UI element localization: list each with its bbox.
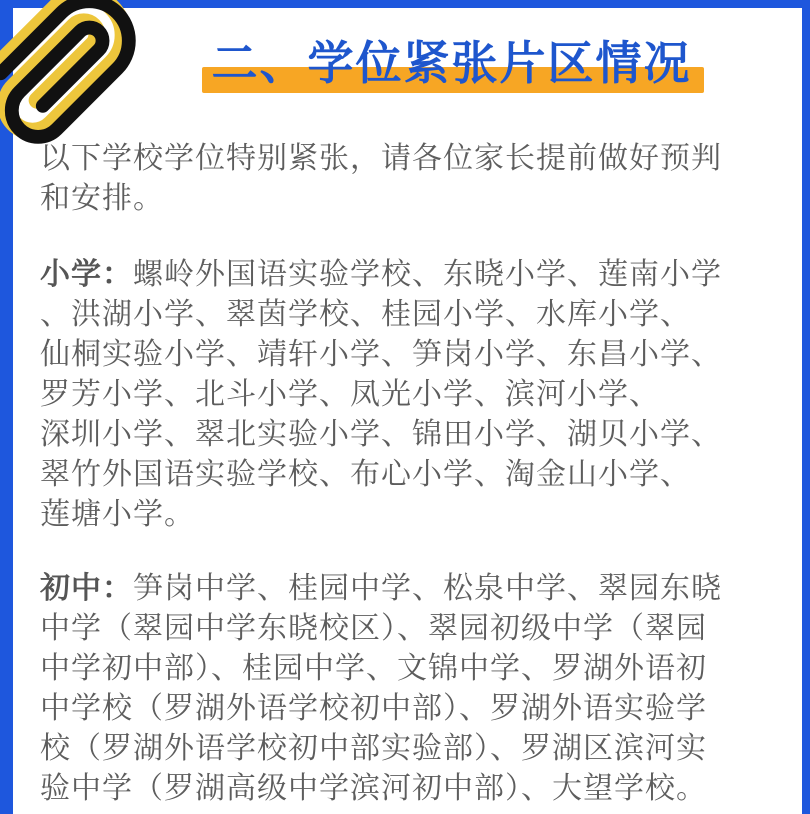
section-title — [212, 38, 692, 89]
primary-line — [40, 255, 790, 295]
primary-line: 罗芳小学、北斗小学、凤光小学、滨河小学、 — [40, 376, 660, 412]
junior-line: 中学校（罗湖外语学校初中部）、罗湖外语实验学 — [40, 690, 707, 726]
primary-line: 莲塘小学。 — [40, 496, 195, 532]
primary-line: 翠竹外国语实验学校、布心小学、淘金山小学、 — [40, 456, 691, 492]
intro-line: 和安排。 — [40, 180, 164, 216]
intro-line: 以下学校学位特别紧张，请各位家长提前做好预判 — [40, 140, 722, 176]
primary-schools-paragraph — [40, 255, 790, 535]
junior-line: 中学初中部）、桂园中学、文锦中学、罗湖外语初 — [40, 650, 707, 686]
junior-schools-paragraph — [40, 569, 790, 809]
junior-line: 校（罗湖外语学校初中部实验部）、罗湖区滨河实 — [40, 730, 707, 766]
intro-paragraph — [40, 139, 790, 219]
body-text — [13, 139, 802, 809]
section-title-text: 二、学位紧张片区情况 — [211, 36, 692, 90]
primary-line: 、洪湖小学、翠茵学校、桂园小学、水库小学、 — [40, 296, 691, 332]
right-border — [802, 0, 810, 814]
junior-label: 初中： — [40, 570, 133, 606]
paperclip-icon — [0, 0, 142, 146]
primary-line: 深圳小学、翠北实验小学、锦田小学、湖贝小学、 — [40, 416, 722, 452]
primary-line: 仙桐实验小学、靖轩小学、笋岗小学、东昌小学、 — [40, 336, 722, 372]
junior-line: 中学（翠园中学东晓校区）、翠园初级中学（翠园 — [40, 610, 707, 646]
primary-line-text: 螺岭外国语实验学校、东晓小学、莲南小学 — [133, 256, 722, 292]
primary-label: 小学： — [40, 256, 133, 292]
junior-line-text: 笋岗中学、桂园中学、松泉中学、翠园东晓 — [133, 570, 722, 606]
junior-line — [40, 569, 790, 609]
junior-line: 验中学（罗湖高级中学滨河初中部）、大望学校。 — [40, 770, 707, 806]
